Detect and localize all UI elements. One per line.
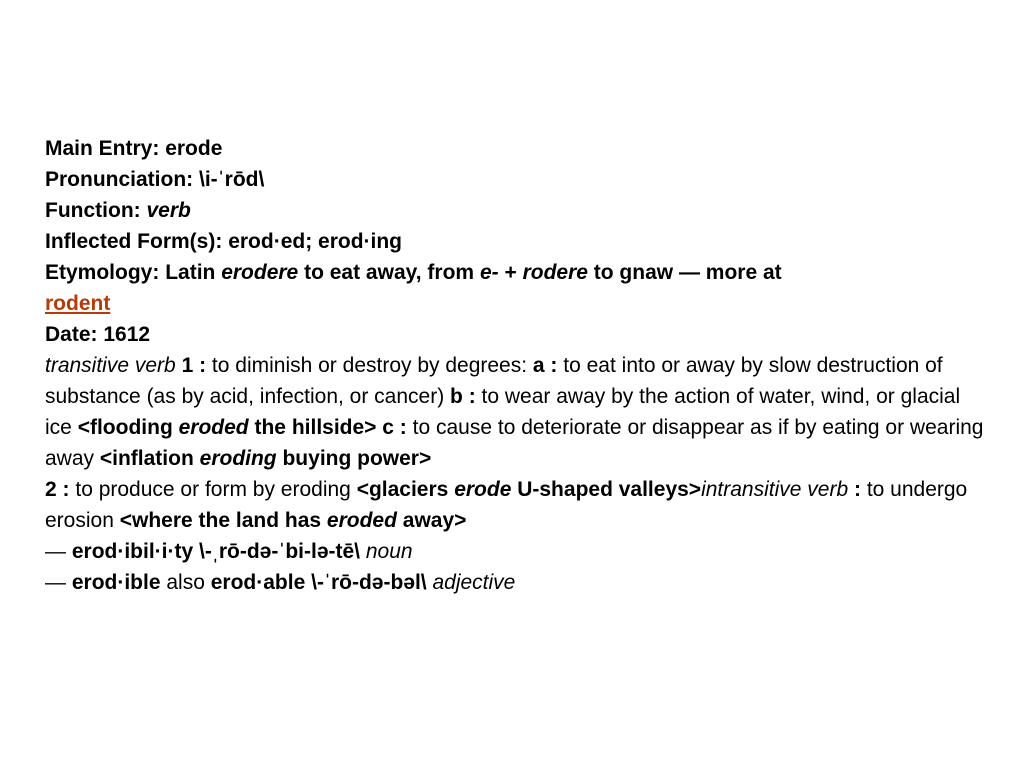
- intransitive-verb-label: intransitive verb: [701, 478, 849, 501]
- main-entry-line: [45, 133, 985, 164]
- inflected-forms-line: [45, 226, 985, 257]
- dictionary-entry: [45, 133, 985, 598]
- sense-text: to undergo erosion: [45, 478, 968, 532]
- pronunciation-label: Pronunciation:: [45, 168, 194, 191]
- example-text: <where the land has: [119, 509, 322, 532]
- sense-letter: a :: [532, 354, 558, 377]
- sense-text: to cause to deteriorate or disappear as if by eating or wearing away: [45, 416, 984, 470]
- etymology-text: to eat away, from: [304, 261, 475, 284]
- derived-word: erod·ible: [71, 571, 161, 594]
- main-entry-label: Main Entry:: [45, 137, 160, 160]
- sense-text: to eat into or away by slow destruction of substance (as by acid, infection, or cancer): [45, 354, 943, 408]
- sense-text: to diminish or destroy by degrees:: [211, 354, 528, 377]
- sense-text: to produce or form by eroding: [75, 478, 351, 501]
- transitive-verb-label: transitive verb: [45, 354, 176, 377]
- sense-letter: b :: [450, 385, 476, 408]
- em-dash: —: [45, 540, 66, 563]
- example-text: <glaciers: [356, 478, 449, 501]
- inflected-forms-value: erod·ed; erod·ing: [228, 230, 403, 253]
- derived-word: erod·ibil·i·ty: [71, 540, 194, 563]
- example-text: the hillside>: [254, 416, 377, 439]
- derived-part-of-speech: adjective: [432, 571, 516, 594]
- example-text: <inflation: [99, 447, 194, 470]
- example-text: away>: [402, 509, 467, 532]
- derived-form-line: [45, 567, 985, 598]
- derived-word-variant: erod·able: [210, 571, 306, 594]
- example-text: U-shaped valleys>: [517, 478, 702, 501]
- date-line: [45, 319, 985, 350]
- function-value: verb: [146, 199, 191, 222]
- date-label: Date:: [45, 323, 98, 346]
- sense-colon: :: [853, 478, 861, 501]
- sense-text: to wear away by the action of water, wind, or glacial ice: [45, 385, 961, 439]
- function-label: Function:: [45, 199, 141, 222]
- example-keyword: erode: [454, 478, 512, 501]
- example-keyword: eroded: [326, 509, 397, 532]
- example-text: <flooding: [77, 416, 173, 439]
- also-text: also: [166, 571, 205, 594]
- inflected-forms-label: Inflected Form(s):: [45, 230, 223, 253]
- etymology-line: [45, 257, 985, 288]
- etymology-root-word: rodere: [522, 261, 588, 284]
- etymology-plus: +: [504, 261, 517, 284]
- pronunciation-line: [45, 164, 985, 195]
- etymology-text: to gnaw — more at: [593, 261, 782, 284]
- em-dash: —: [45, 571, 66, 594]
- derived-form-line: [45, 536, 985, 567]
- etymology-link-line: [45, 288, 985, 319]
- main-entry-word: erode: [165, 137, 223, 160]
- sense-letter: c :: [382, 416, 407, 439]
- derived-pronunciation: \-ˈrō-də-bəl\: [311, 571, 427, 594]
- date-value: 1612: [103, 323, 151, 346]
- function-line: [45, 195, 985, 226]
- example-text: buying power>: [282, 447, 432, 470]
- etymology-label: Etymology:: [45, 261, 160, 284]
- definition-block: [45, 350, 985, 536]
- etymology-text: Latin: [165, 261, 216, 284]
- etymology-prefix: e-: [479, 261, 499, 284]
- sense-number: 2 :: [45, 478, 70, 501]
- etymology-latin-word: erodere: [221, 261, 299, 284]
- derived-part-of-speech: noun: [365, 540, 413, 563]
- example-keyword: eroding: [199, 447, 277, 470]
- sense-number: 1 :: [181, 354, 207, 377]
- example-keyword: eroded: [178, 416, 249, 439]
- rodent-link[interactable]: rodent: [45, 292, 111, 315]
- pronunciation-value: \i-ˈrōd\: [199, 168, 265, 191]
- derived-pronunciation: \-ˌrō-də-ˈbi-lə-tē\: [199, 540, 360, 563]
